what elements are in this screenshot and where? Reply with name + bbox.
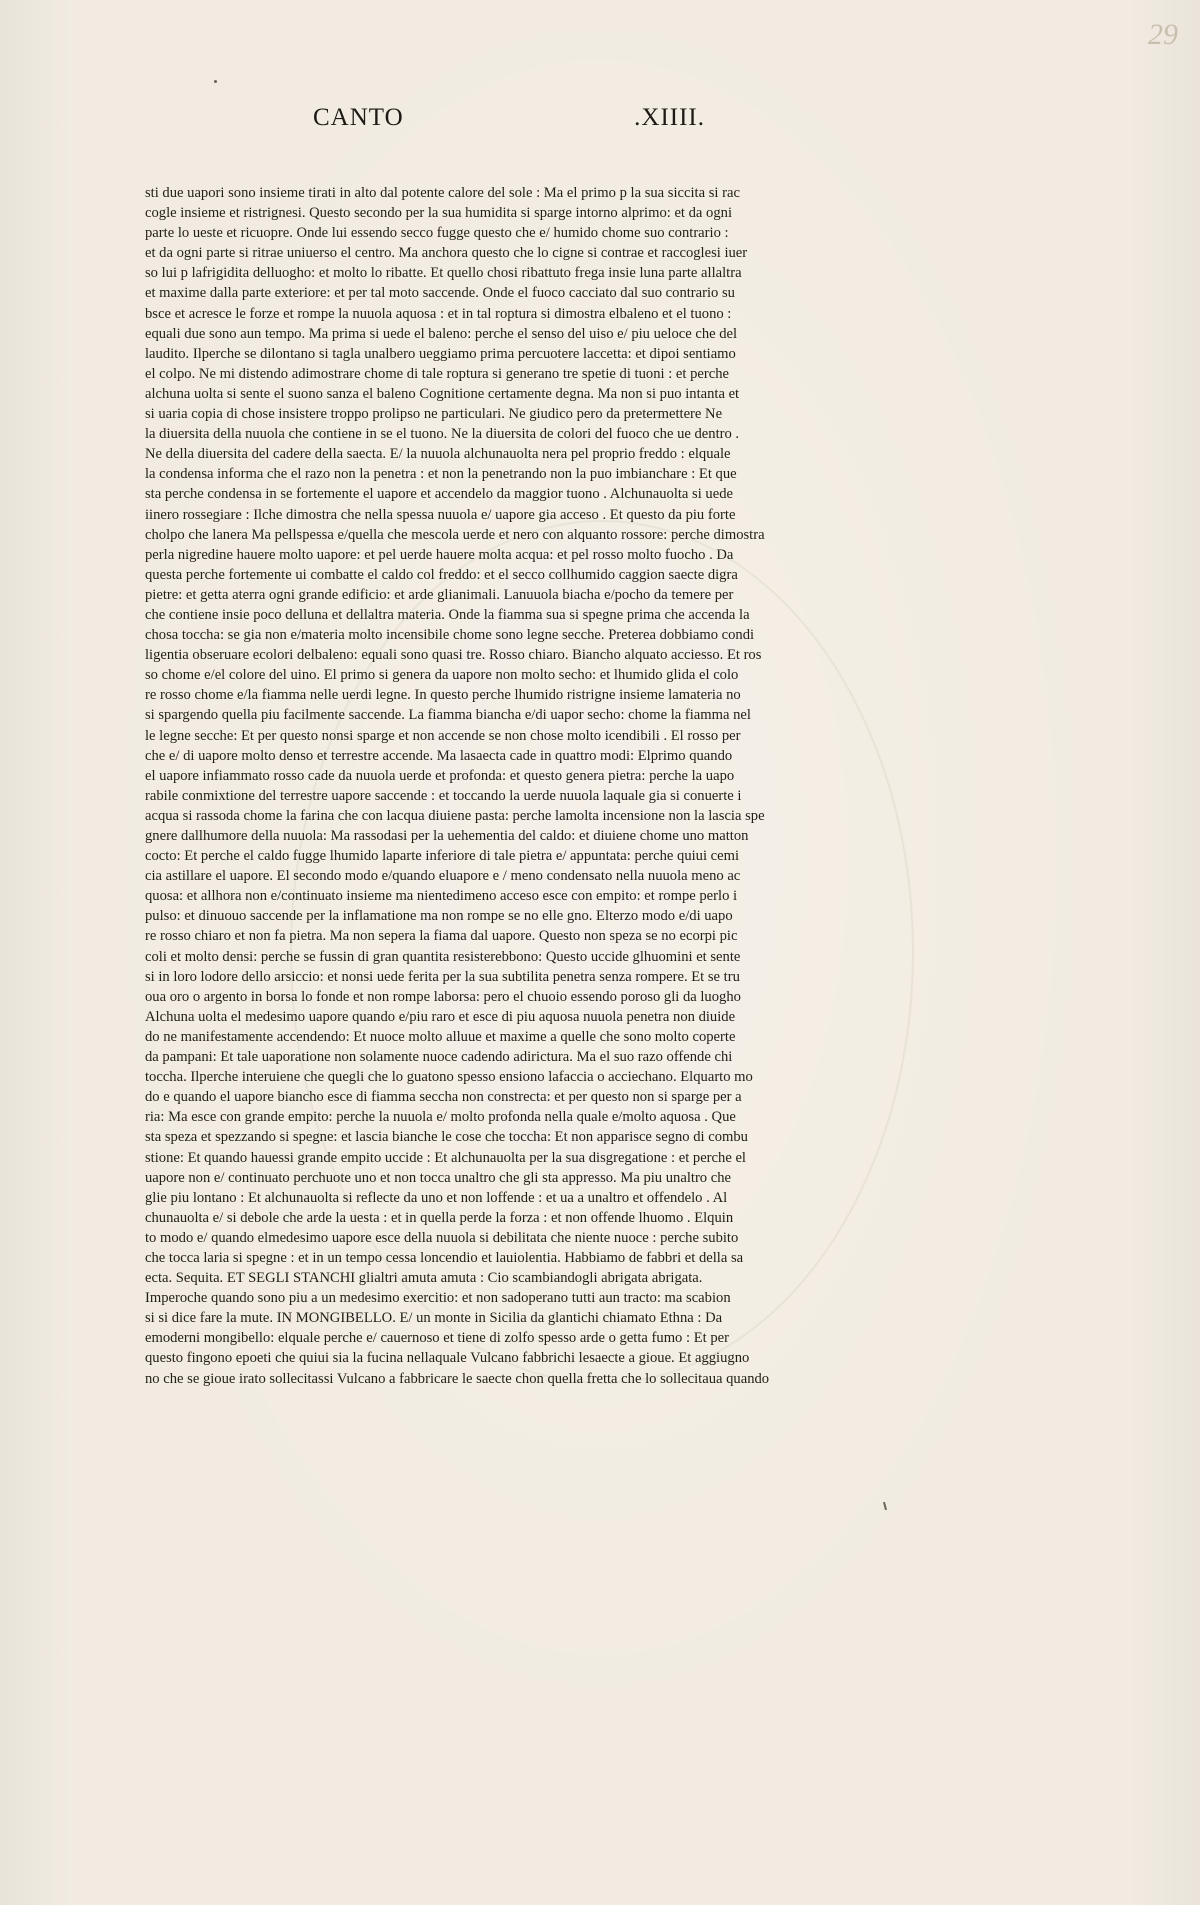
text-line: sta perche condensa in se fortemente el uapore et accendelo da maggior tuono . Alchunauolta si uede [145, 486, 733, 503]
text-line: che tocca laria si spegne : et in un tempo cessa loncendio et lauiolentia. Habbiamo de fabbri et della sa [145, 1249, 744, 1266]
text-line: re rosso chome e/la fiamma nelle uerdi legne. In questo perche lhumido ristrigne insieme lamateria no [145, 687, 741, 704]
text-line: ria: Ma esce con grande empito: perche la nuuola e/ molto profonda nella quale e/molto aquosa . Que [145, 1109, 736, 1126]
text-line: stione: Et quando hauessi grande empito uccide : Et alchunauolta per la sua disgregatione : et perche el [145, 1149, 746, 1166]
text-line: glie piu lontano : Et alchunauolta si reflecte da uno et non loffende : et ua a unaltro et offendelo . Al [145, 1189, 728, 1206]
text-line: et maxime dalla parte exteriore: et per tal moto saccende. Onde el fuoco cacciato dal suo contrario su [145, 285, 735, 302]
text-line: che e/ di uapore molto denso et terrestre accende. Ma lasaecta cade in quattro modi: Elprimo quando [145, 747, 733, 764]
text-line: el colpo. Ne mi distendo adimostrare chome di tale roptura si generano tre spetie di tuoni : et perche [145, 365, 729, 382]
text-line: sti due uapori sono insieme tirati in alto dal potente calore del sole : Ma el primo p la sua siccita si rac [145, 185, 740, 201]
text-line: chosa toccha: se gia non e/materia molto incensibile chome sono legne secche. Preterea dobbiamo condi [145, 627, 755, 644]
running-head-numeral: .XIIII. [634, 104, 705, 131]
text-line: la diuersita della nuuola che contiene in se el tuono. Ne la diuersita de colori del fuoco che ue dentro . [145, 426, 740, 443]
text-line: rabile conmixtione del terrestre uapore saccende : et toccando la uerde nuuola laquale gia si conuerte i [145, 787, 742, 804]
text-line: ecta. Sequita. ET SEGLI STANCHI glialtri amuta amuta : Cio scambiandogli abrigata abrigata. [145, 1270, 703, 1287]
text-line: da pampani: Et tale uaporatione non solamente nuoce cadendo adirictura. Ma el suo razo offende chi [145, 1049, 733, 1066]
text-line: equali due sono aun tempo. Ma prima si uede el baleno: perche el senso del uiso e/ piu ueloce che del [145, 325, 738, 342]
text-line: oua oro o argento in borsa lo fonde et non rompe laborsa: pero el chuoio essendo poroso gli da luogho [145, 988, 741, 1005]
text-line: do ne manifestamente accendendo: Et nuoce molto alluue et maxime a quelle che sono molto coperte [145, 1028, 736, 1045]
text-line: si si dice fare la mute. IN MONGIBELLO. E/ un monte in Sicilia da glantichi chiamato Ethna : Da [145, 1310, 723, 1327]
commentary-text-block [145, 183, 890, 1389]
text-line: questo fingono epoeti che quiui sia la fucina nellaquale Vulcano fabbrichi lesaecte a gioue. Et aggiugno [145, 1350, 750, 1367]
ink-speck [214, 80, 217, 83]
text-line: re rosso chiaro et non fa pietra. Ma non sepera la fiama dal uapore. Questo non speza se no ecorpi pic [145, 928, 738, 945]
text-line: pietre: et getta aterra ogni grande edificio: et arde glianimali. Lanuuola biacha e/pocho da temere per [145, 586, 734, 603]
text-line: gnere dallhumore della nuuola: Ma rassodasi per la uehementia del caldo: et diuiene chome uno matton [145, 828, 749, 844]
text-line: cholpo che lanera Ma pellspessa e/quella che mescola uerde et nero con alquanto rossore: perche dimostra [145, 526, 765, 543]
ink-speck-lower [883, 1502, 887, 1510]
text-line: cocto: Et perche el caldo fugge lhumido laparte inferiore di tale pietra e/ appuntata: perche quiui cemi [145, 848, 740, 865]
text-line: bsce et acresce le forze et rompe la nuuola aquosa : et in tal roptura si dimostra elbaleno et el tuono : [145, 305, 732, 322]
text-line: so lui p lafrigidita delluogho: et molto lo ribatte. Et quello chosi ribattuto frega insie luna parte allaltra [145, 265, 742, 282]
folio-number: 29 [1148, 18, 1178, 51]
text-line: cogle insieme et ristrignesi. Questo secondo per la sua humidita si sparge intorno alprimo: et da ogni [145, 205, 732, 222]
text-line: la condensa informa che el razo non la penetra : et non la penetrando non la puo imbianchare : Et que [145, 466, 737, 483]
text-line: alchuna uolta si sente el suono sanza el baleno Cognitione certamente degna. Ma non si puo intanta et [145, 385, 740, 402]
running-head-canto: CANTO [313, 104, 404, 131]
text-line: perla nigredine hauere molto uapore: et pel uerde hauere molta acqua: et pel rosso molto fuocho . Da [145, 546, 734, 563]
text-line: le legne secche: Et per questo nonsi sparge et non accende se non chose molto icendibili . El rosso per [145, 727, 741, 744]
text-line: si in loro lodore dello arsiccio: et nonsi uede ferita per la sua subtilita penetra senza rompere. Et se tru [145, 968, 740, 985]
text-line: coli et molto densi: perche se fussin di gran quantita resisterebbono: Questo uccide glhuomini et sente [145, 948, 741, 965]
text-line: quosa: et allhora non e/continuato insieme ma nientedimeno acceso esce con empito: et rompe perlo i [145, 888, 738, 905]
text-line: Imperoche quando sono piu a un medesimo exercitio: et non sadoperano tutti aun tracto: ma scabion [145, 1290, 731, 1307]
text-line: Ne della diuersita del cadere della saecta. E/ la nuuola alchunauolta nera pel proprio freddo : elquale [145, 446, 731, 463]
text-line: pulso: et dinuouo saccende per la inflamatione ma non rompe se no elle gno. Elterzo modo e/di uapo [145, 908, 733, 925]
text-line: to modo e/ quando elmedesimo uapore esce della nuuola si debilitata che niente nuoce : perche subito [145, 1229, 739, 1246]
text-line: uapore non e/ continuato perchuote uno et non tocca unaltro che gli sta appresso. Ma piu unaltro che [145, 1169, 731, 1186]
text-line: si spargendo quella piu facilmente saccende. La fiamma biancha e/di uapor secho: chome la fiamma nel [145, 707, 751, 724]
text-line: Alchuna uolta el medesimo uapore quando e/piu raro et esce di piu aquosa nuuola penetra non diuide [145, 1008, 736, 1025]
text-line: cia astillare el uapore. El secondo modo e/quando eluapore e / meno condensato nella nuuola meno ac [145, 868, 741, 885]
text-line: parte lo ueste et ricuopre. Onde lui essendo secco fugge questo che e/ humido chome suo contrario : [145, 225, 729, 242]
text-line: acqua si rassoda chome la farina che con lacqua diuiene pasta: perche lamolta incensione non la lascia spe [145, 807, 765, 824]
running-head [313, 104, 733, 144]
text-line: toccha. Ilperche interuiene che quegli che lo guatono spesso ensiono lafaccia o acciechano. Elquarto mo [145, 1069, 753, 1086]
text-line: che contiene insie poco delluna et dellaltra materia. Onde la fiamma sua si spegne prima che accenda la [145, 606, 750, 623]
text-line: el uapore infiammato rosso cade da nuuola uerde et profonda: et questo genera pietra: perche la uapo [145, 767, 735, 784]
text-line: iinero rossegiare : Ilche dimostra che nella spessa nuuola e/ uapore gia acceso . Et questo da piu forte [145, 506, 736, 523]
text-line: no che se gioue irato sollecitassi Vulcano a fabbricare le saecte chon quella fretta che lo sollecitaua quando [145, 1370, 770, 1387]
text-line: questa perche fortemente ui combatte el caldo col freddo: et el secco collhumido caggion saecte digra [145, 566, 738, 583]
text-line: sta speza et spezzando si spegne: et lascia bianche le cose che toccha: Et non apparisce segno di combu [145, 1129, 748, 1146]
text-line: chunauolta e/ si debole che arde la uesta : et in quella perde la forza : et non offende lhuomo . Elquin [145, 1209, 734, 1226]
text-line: emoderni mongibello: elquale perche e/ cauernoso et tiene di zolfo spesso arde o getta fumo : Et per [145, 1330, 729, 1347]
text-line: ligentia obseruare ecolori delbaleno: equali sono quasi tre. Rosso chiaro. Biancho alquato acciesso. Et ros [145, 647, 762, 664]
text-line: laudito. Ilperche se dilontano si tagla unalbero ueggiamo prima percuotere laccetta: et dipoi sentiamo [145, 345, 736, 362]
text-line: et da ogni parte si ritrae uniuerso el centro. Ma anchora questo che lo cigne si contrae et raccoglesi iuer [145, 245, 748, 262]
text-line: si uaria copia di chose insistere troppo prolipso ne particulari. Ne giudico pero da pretermettere Ne [145, 406, 723, 423]
text-line: do e quando el uapore biancho esce di fiamma seccha non constrecta: et per questo non si sparge per a [145, 1089, 742, 1106]
text-line: so chome e/el colore del uino. El primo si genera da uapore non molto secho: et lhumido glida el colo [145, 667, 739, 684]
